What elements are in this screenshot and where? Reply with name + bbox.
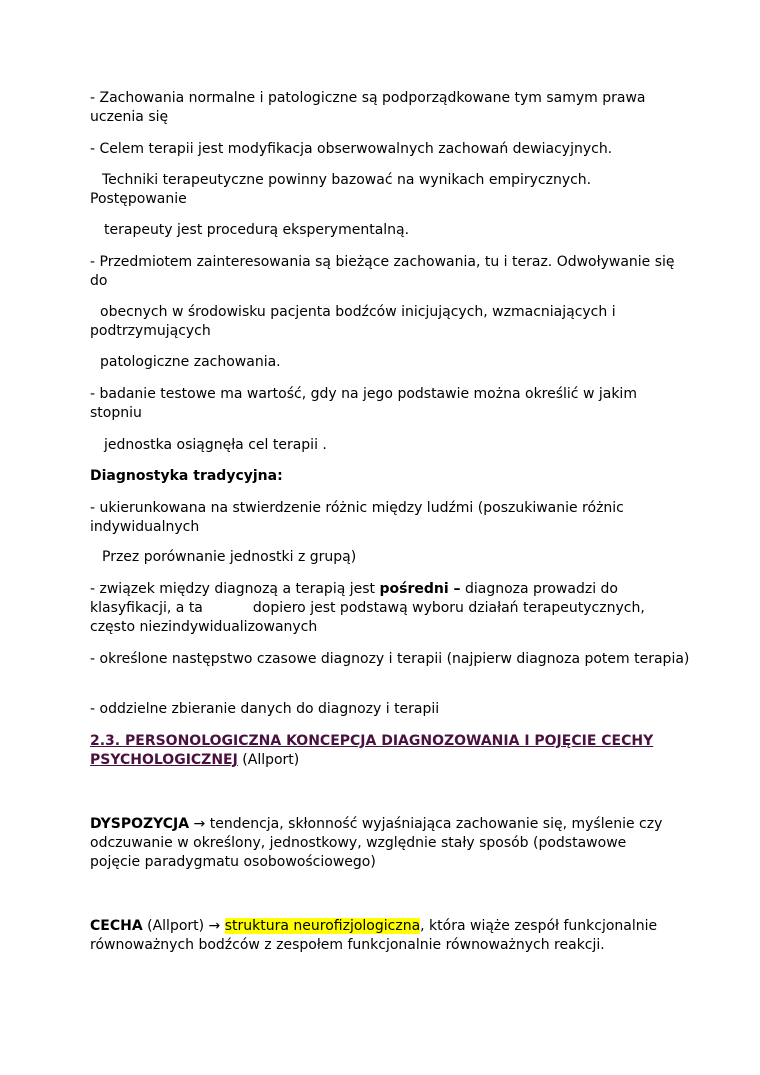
paragraph-testing: - badanie testowe ma wartość, gdy na jego podstawie można określić w jakim stopniu bbox=[90, 386, 637, 421]
paragraph-cecha bbox=[90, 917, 675, 955]
traditional-diagnostics-heading: Diagnostyka tradycyjna: bbox=[90, 468, 283, 484]
indirect-a: - związek między diagnozą a terapią jest bbox=[90, 581, 380, 597]
procedure-text: terapeuty jest procedurą eksperymentalną. bbox=[104, 222, 410, 238]
paragraph-learning-laws: - Zachowania normalne i patologiczne są podporządkowane tym samym prawa uczenia się bbox=[90, 90, 646, 125]
indirect-c: dopiero jest podstawą wyboru działań terapeutycznych, często niezindywidualizowanych bbox=[90, 600, 645, 635]
paragraph-pathological bbox=[90, 353, 690, 372]
comparison-text: Przez porównanie jednostki z grupą) bbox=[102, 549, 357, 565]
cecha-text: , która wiąże zespół funkcjonalnie równoważnych bodźców z zespołem funkcjonalnie równoważnych reakcji. bbox=[90, 918, 658, 953]
paragraph-current-behaviour: - Przedmiotem zainteresowania są bieżące zachowania, tu i teraz. Odwoływanie się do bbox=[90, 254, 675, 289]
goal-reached-text: jednostka osiągnęła cel terapii . bbox=[104, 437, 327, 453]
arrow-icon: → bbox=[189, 816, 210, 832]
paragraph-separate-data: - oddzielne zbieranie danych do diagnozy i terapii bbox=[90, 701, 440, 717]
arrow-icon: → bbox=[204, 918, 225, 934]
paragraph-dyspozycja bbox=[90, 815, 675, 872]
paragraph-time-order: - określone następstwo czasowe diagnozy i terapii (najpierw diagnoza potem terapia) bbox=[90, 651, 690, 667]
dyspozycja-text: tendencja, skłonność wyjaśniająca zachowanie się, myślenie czy odczuwanie w określony, jednostkowy, względnie stały sposób (podstawowe pojęcie paradygmatu osobowościowego) bbox=[90, 816, 663, 870]
dyspozycja-term: DYSPOZYCJA bbox=[90, 816, 190, 832]
paragraph-stimuli bbox=[90, 303, 690, 341]
cecha-paren: (Allport) bbox=[142, 918, 205, 934]
techniques-text: Techniki terapeutyczne powinny bazować na wynikach empirycznych. Postępowanie bbox=[90, 172, 592, 207]
highlighted-term: struktura neurofizjologiczna bbox=[224, 918, 421, 934]
indirect-b: diagnoza prowadzi do klasyfikacji, a ta bbox=[90, 581, 618, 616]
pathological-text: patologiczne zachowania. bbox=[100, 354, 281, 370]
paragraph-comparison bbox=[90, 548, 690, 567]
section-heading bbox=[90, 732, 670, 770]
paragraph-indirect-relation bbox=[90, 580, 690, 637]
paragraph-therapy-goal: - Celem terapii jest modyfikacja obserwowalnych zachowań dewiacyjnych. bbox=[90, 141, 613, 157]
section-title: 2.3. PERSONOLOGICZNA KONCEPCJA DIAGNOZOWANIA I POJĘCIE CECHY PSYCHOLOGICZNEJ bbox=[90, 733, 654, 768]
paragraph-techniques bbox=[90, 171, 690, 209]
stimuli-text: obecnych w środowisku pacjenta bodźców inicjujących, wzmacniających i podtrzymujących bbox=[90, 304, 616, 339]
paragraph-differences: - ukierunkowana na stwierdzenie różnic między ludźmi (poszukiwanie różnic indywidualnych bbox=[90, 500, 624, 535]
cecha-term: CECHA bbox=[90, 918, 143, 934]
section-suffix: (Allport) bbox=[237, 752, 300, 768]
paragraph-procedure bbox=[90, 221, 690, 240]
indirect-bold: pośredni – bbox=[379, 581, 461, 597]
paragraph-goal-reached bbox=[90, 436, 690, 455]
